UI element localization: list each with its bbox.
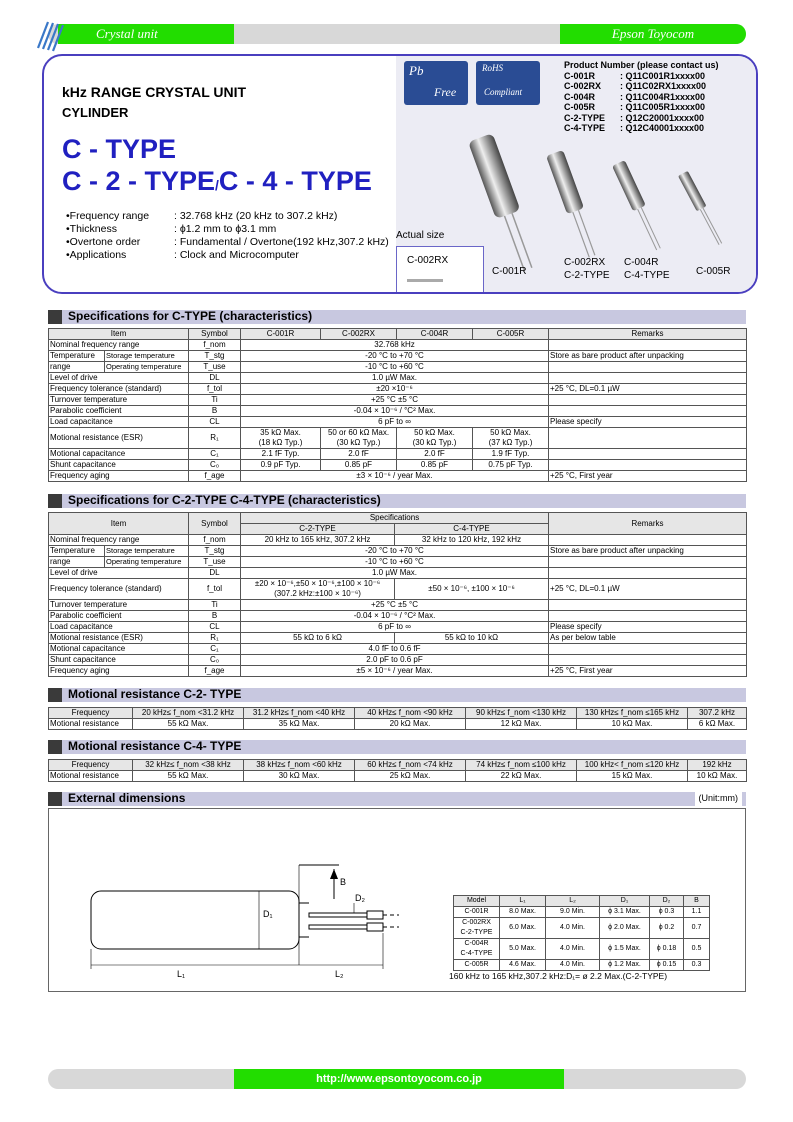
product-subtitle: CYLINDER xyxy=(62,105,129,120)
dimensions-table: Model L₁ L₂ D₁ D₂ B C-001R 8.0 Max. 9.0 Min. ϕ 3.1 Max. ϕ 0.3 1.1 C-002RX C-2-TYPE 6.0 Max. 4.0 Min. ϕ 2.0 Max. ϕ 0.2 0.7 C-004R C-4-TYPE 5.0 Max. 4.0 Min. ϕ 1.5 Max. ϕ 0.18 0.5 C-005R 4.6 Max. 4.0 Min. ϕ 1.2 Max. ϕ 0.15 0.3 xyxy=(453,895,710,971)
dim-label-d1: D₁ xyxy=(263,909,273,919)
label-c002rx: C-002RX xyxy=(564,257,606,268)
section-header-c4-resistance: Motional resistance C-4- TYPE xyxy=(48,740,746,754)
dimensions-note: 160 kHz to 165 kHz,307.2 kHz:D₁= ø 2.2 Max.(C-2-TYPE) xyxy=(449,971,668,981)
resistance-table-c4: Frequency 32 kHz≤ f_nom <38 kHz 38 kHz≤ f_nom <60 kHz 60 kHz≤ f_nom <74 kHz 74 kHz≤ f_nom ≤100 kHz 100 kHz< f_nom ≤120 kHz 192 kHz Motional resistance 55 kΩ Max. 30 kΩ Max. 25 kΩ Max. 22 kΩ Max. 15 kΩ Max. 10 kΩ Max. xyxy=(48,759,747,782)
company-logo-icon xyxy=(34,18,64,52)
footer-url-link[interactable]: http://www.epsontoyocom.co.jp xyxy=(234,1069,564,1089)
product-category-title: kHz RANGE CRYSTAL UNIT xyxy=(62,84,247,100)
product-type-title: C - TYPE xyxy=(62,134,177,164)
section-header-c2-resistance: Motional resistance C-2- TYPE xyxy=(48,688,746,702)
section-header-dimensions: External dimensions (Unit:mm) xyxy=(48,792,746,806)
dimension-drawing xyxy=(79,855,429,975)
label-c005r: C-005R xyxy=(696,266,731,277)
label-c001r: C-001R xyxy=(492,266,527,277)
rohs-badge: RoHS Compliant xyxy=(476,61,540,105)
dim-label-d2: D₂ xyxy=(355,893,365,903)
dim-label-l1: L₁ xyxy=(177,969,186,979)
label-c4-type: C-4-TYPE xyxy=(624,270,670,281)
footer-bar xyxy=(48,1069,746,1089)
pb-free-badge: Pb Free xyxy=(404,61,468,105)
section-header-c-type: Specifications for C-TYPE (characteristics) xyxy=(48,310,746,324)
resistance-table-c2: Frequency 20 kHz≤ f_nom <31.2 kHz 31.2 kHz≤ f_nom <40 kHz 40 kHz≤ f_nom <90 kHz 90 kHz≤ f_nom <130 kHz 130 kHz≤ f_nom ≤165 kHz 307.2 kHz Motional resistance 55 kΩ Max. 35 kΩ Max. 20 kΩ Max. 12 kΩ Max. 10 kΩ Max. 6 kΩ Max. xyxy=(48,707,747,730)
header-category: Crystal unit xyxy=(58,24,234,44)
dim-label-b: B xyxy=(340,877,347,887)
label-c2-type: C-2-TYPE xyxy=(564,270,610,281)
dim-label-l2: L₂ xyxy=(335,969,344,979)
label-c004r: C-004R xyxy=(624,257,659,268)
actual-size-box: C-002RX xyxy=(396,246,484,294)
spec-table-c2-c4: Item Symbol Specifications Remarks C-2-TYPE C-4-TYPE Nominal frequency range f_nom 20 kHz to 165 kHz, 307.2 kHz 32 kHz to 120 kHz, 192 kHz Temperature Storage temperature T_stg -20 °C to +70 °C Store as bare product after unpacking range Operating temperature T_use -10 °C to +60 °C Level of drive DL 1.0 µW Max. Frequency tolerance (standard) f_tol ±20 × 10⁻⁶,±50 × 10⁻⁶,±100 × 10⁻⁶ (307.2 kHz:±100 × 10⁻⁶) ±50 × 10⁻⁶, ±100 × 10⁻⁶ +25 °C, DL=0.1 µW Turnover temperature Ti +25 °C ±5 °C Parabolic coefficient B -0.04 × 10⁻⁶ / °C² Max. Load capacitance CL 6 pF to ∞ Please specify Motional resistance (ESR) R₁ 55 kΩ to 6 kΩ 55 kΩ to 10 kΩ As per below table Motional capacitance C₁ 4.0 fF to 0.6 fF Shunt capacitance C₀ 2.0 pF to 0.6 pF Frequency aging f_age ±5 × 10⁻⁶ / year Max. +25 °C, First year xyxy=(48,512,747,677)
product-number-list: Product Number (please contact us) C-001R : Q11C001R1xxxx00 C-002RX : Q11C02RX1xxxx00 C-004R : Q11C004R1xxxx00 C-005R : Q11C005R1xxxx00 C-2-TYPE : Q12C20001xxxx00 C-4-TYPE : Q12C40001xxxx00 xyxy=(564,60,719,133)
section-header-c2-c4: Specifications for C-2-TYPE C-4-TYPE (characteristics) xyxy=(48,494,746,508)
crystal-units-illustration xyxy=(444,126,758,276)
spec-table-c-type: Item Symbol C-001R C-002RX C-004R C-005R Remarks Nominal frequency range f_nom 32.768 kHz Temperature Storage temperature T_stg -20 °C to +70 °C Store as bare product after unpacking range Operating temperature T_use -10 °C to +60 °C Level of drive DL 1.0 µW Max. Frequency tolerance (standard) f_tol ±20 ×10⁻⁶ +25 °C, DL=0.1 µW Turnover temperature Ti +25 °C ±5 °C Parabolic coefficient B -0.04 × 10⁻⁶ / °C² Max. Load capacitance CL 6 pF to ∞ Please specify Motional resistance (ESR) R₁ 35 kΩ Max. (18 kΩ Typ.) 50 or 60 kΩ Max. (30 kΩ Typ.) 50 kΩ Max. (30 kΩ Typ.) 50 kΩ Max. (37 kΩ Typ.) Motional capacitance C₁ 2.1 fF Typ. 2.0 fF 2.0 fF 1.9 fF Typ. Shunt capacitance C₀ 0.9 pF Typ. 0.85 pF 0.85 pF 0.75 pF Typ. Frequency aging f_age ±3 × 10⁻⁶ / year Max. +25 °C, First year xyxy=(48,328,747,482)
product-type-title-2: C - 2 - TYPE/C - 4 - TYPE xyxy=(62,166,372,196)
dimensions-panel xyxy=(48,808,746,992)
header-company: Epson Toyocom xyxy=(560,24,746,44)
product-hero-panel: kHz RANGE CRYSTAL UNIT CYLINDER C - TYPE C - 2 - TYPE/C - 4 - TYPE •Frequency range : 32.768 kHz (20 kHz to 307.2 kHz) •Thickness : ϕ1.2 mm to ϕ3.1 mm •Overtone order : Fundamental / Overtone(192 kHz,307.2 kHz) •Applications : Clock and Microcomputer Pb Free RoHS Compliant Product Number (please contact us) C-001R : Q11C001R1xxxx00 C-002RX : Q11C02RX1xxxx00 C-004R : Q11C004R1xxxx00 C-005R : Q11C005R1xxxx00 C-2-TYPE : Q12C20001xxxx00 C-4-TYPE : Q12C40001xxxx00 Actual size C-002RX C-001R C-002RX C-2-TYPE C-004R C-4-TYPE C-005R xyxy=(42,54,758,294)
actual-size-label: Actual size xyxy=(396,230,445,241)
